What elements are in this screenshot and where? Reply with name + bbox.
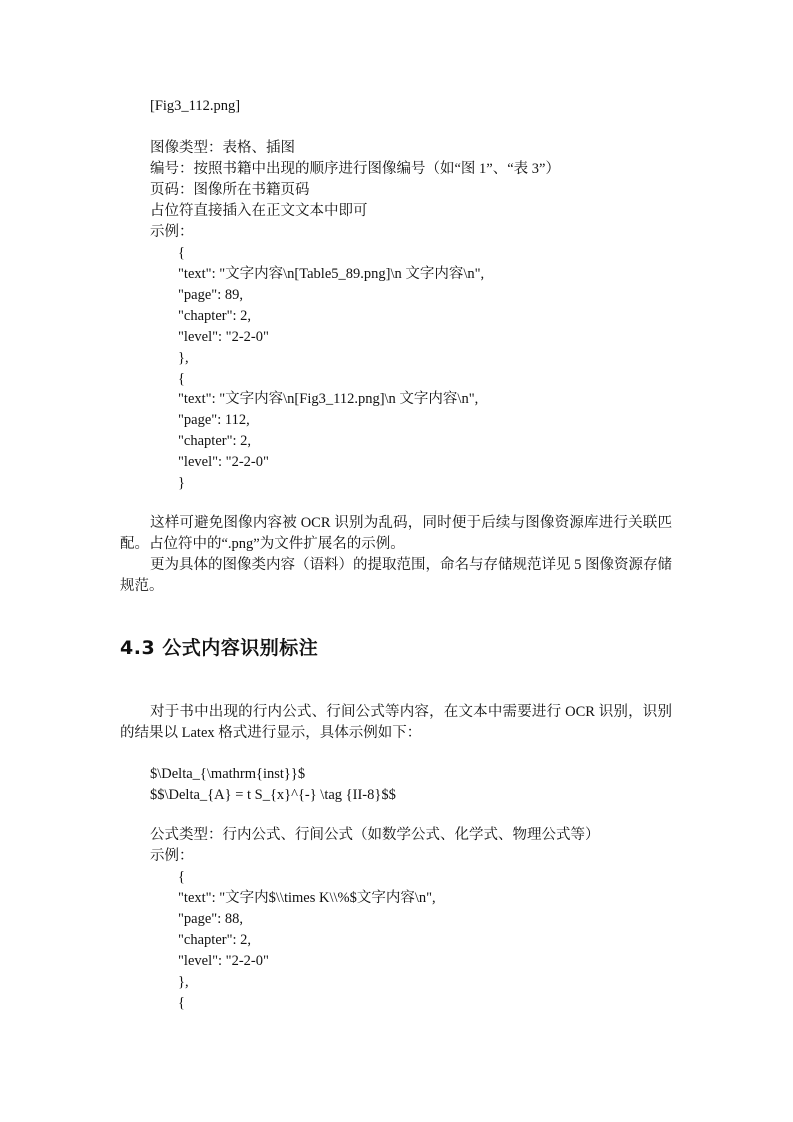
code-line: { — [178, 371, 185, 387]
code-line: "text": "文字内容\n[Table5_89.png]\n 文字内容\n", — [178, 266, 485, 282]
figure-reference: [Fig3_112.png] — [150, 98, 241, 114]
code-line: "level": "2-2-0" — [178, 329, 269, 345]
code-line: "text": "文字内$\\times K\\%$文字内容\n", — [178, 890, 436, 906]
numbering-line: 编号：按照书籍中出现的顺序进行图像编号（如“图 1”、“表 3”） — [150, 161, 560, 177]
code-line: { — [178, 995, 185, 1011]
paragraph-ocr-note: 这样可避免图像内容被 OCR 识别为乱码，同时便于后续与图像资源库进行关联匹配。占位符中的“.png”为文件扩展名的示例。 — [120, 515, 672, 552]
code-line: "chapter": 2, — [178, 932, 252, 948]
page-number-line: 页码：图像所在书籍页码 — [150, 182, 310, 198]
formula-type-line: 公式类型：行内公式、行间公式（如数学公式、化学式、物理公式等） — [150, 827, 600, 843]
code-line: { — [178, 245, 185, 261]
code-line: }, — [178, 974, 189, 990]
code-line: }, — [178, 350, 189, 366]
paragraph-scope-note: 更为具体的图像类内容（语料）的提取范围，命名与存储规范详见 5 图像资源存储规范。 — [120, 557, 672, 594]
latex-display-example: $$\Delta_{A} = t S_{x}^{-} \tag {II-8}$$ — [150, 787, 396, 803]
code-line: "page": 89, — [178, 287, 243, 303]
code-line: "chapter": 2, — [178, 433, 252, 449]
latex-inline-example: $\Delta_{\mathrm{inst}}$ — [150, 766, 306, 782]
code-line: { — [178, 869, 185, 885]
code-line: "page": 88, — [178, 911, 243, 927]
code-line: "page": 112, — [178, 412, 250, 428]
paragraph-formula-intro: 对于书中出现的行内公式、行间公式等内容，在文本中需要进行 OCR 识别，识别的结果以 Latex 格式进行显示，具体示例如下： — [120, 704, 672, 741]
image-type-line: 图像类型：表格、插图 — [150, 140, 295, 156]
code-line: "level": "2-2-0" — [178, 953, 269, 969]
example-label: 示例： — [150, 224, 194, 240]
code-line: } — [178, 475, 185, 491]
placeholder-line: 占位符直接插入在正文文本中即可 — [150, 203, 368, 219]
code-line: "chapter": 2, — [178, 308, 252, 324]
code-line: "text": "文字内容\n[Fig3_112.png]\n 文字内容\n", — [178, 391, 479, 407]
code-line: "level": "2-2-0" — [178, 454, 269, 470]
example-label: 示例： — [150, 848, 194, 864]
section-heading: 4.3 公式内容识别标注 — [120, 637, 319, 659]
